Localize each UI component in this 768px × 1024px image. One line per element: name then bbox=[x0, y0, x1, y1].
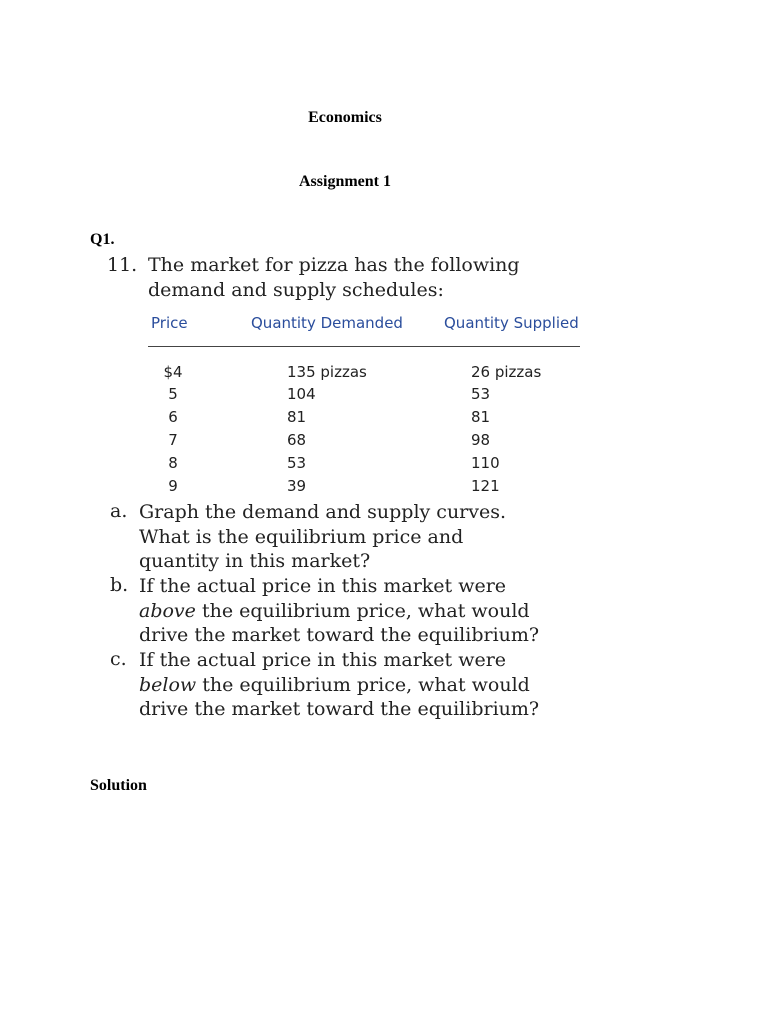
part-c-letter: c. bbox=[110, 648, 127, 670]
table-header-price: Price bbox=[151, 314, 188, 332]
table-cell-quantity-demanded: 68 bbox=[287, 431, 307, 449]
part-a-text: Graph the demand and supply curves. What is the equilibrium price and quantity in this market? bbox=[139, 501, 507, 572]
table-header-quantity-supplied: Quantity Supplied bbox=[444, 314, 579, 332]
table-cell-price: 8 bbox=[168, 454, 178, 472]
part-a-letter: a. bbox=[110, 500, 128, 522]
part-b-letter: b. bbox=[110, 574, 129, 596]
table-cell-quantity-demanded: 81 bbox=[287, 408, 307, 426]
question-label: Q1. bbox=[90, 231, 115, 248]
table-cell-price: 7 bbox=[168, 431, 178, 449]
part-c-text: If the actual price in this market were below the equilibrium price, what would drive the market toward the equilibrium? bbox=[139, 649, 540, 720]
table-cell-quantity-supplied: 121 bbox=[471, 477, 500, 495]
table-cell-quantity-demanded: 53 bbox=[287, 454, 307, 472]
solution-label: Solution bbox=[90, 777, 147, 794]
document-subtitle: Assignment 1 bbox=[298, 173, 391, 190]
table-cell-quantity-demanded: 104 bbox=[287, 385, 316, 403]
table-header-quantity-demanded: Quantity Demanded bbox=[251, 314, 403, 332]
table-divider bbox=[148, 346, 580, 347]
table-cell-quantity-demanded: 135 pizzas bbox=[287, 363, 367, 381]
part-c-emphasis: below bbox=[139, 673, 197, 696]
table-cell-quantity-supplied: 110 bbox=[471, 454, 500, 472]
table-cell-price: 9 bbox=[168, 477, 178, 495]
table-cell-quantity-supplied: 81 bbox=[471, 408, 491, 426]
table-cell-price: 6 bbox=[168, 408, 178, 426]
table-cell-price: $4 bbox=[163, 363, 183, 381]
document-title: Economics bbox=[308, 109, 382, 126]
table-cell-price: 5 bbox=[168, 385, 178, 403]
question-number: 11. bbox=[107, 254, 138, 276]
question-stem: The market for pizza has the following demand and supply schedules: bbox=[148, 254, 520, 301]
table-cell-quantity-supplied: 26 pizzas bbox=[471, 363, 542, 381]
table-cell-quantity-supplied: 53 bbox=[471, 385, 491, 403]
part-b-text: If the actual price in this market were above the equilibrium price, what would drive the market toward the equilibrium? bbox=[139, 575, 540, 646]
part-b-emphasis: above bbox=[139, 599, 196, 622]
table-cell-quantity-supplied: 98 bbox=[471, 431, 491, 449]
table-cell-quantity-demanded: 39 bbox=[287, 477, 307, 495]
